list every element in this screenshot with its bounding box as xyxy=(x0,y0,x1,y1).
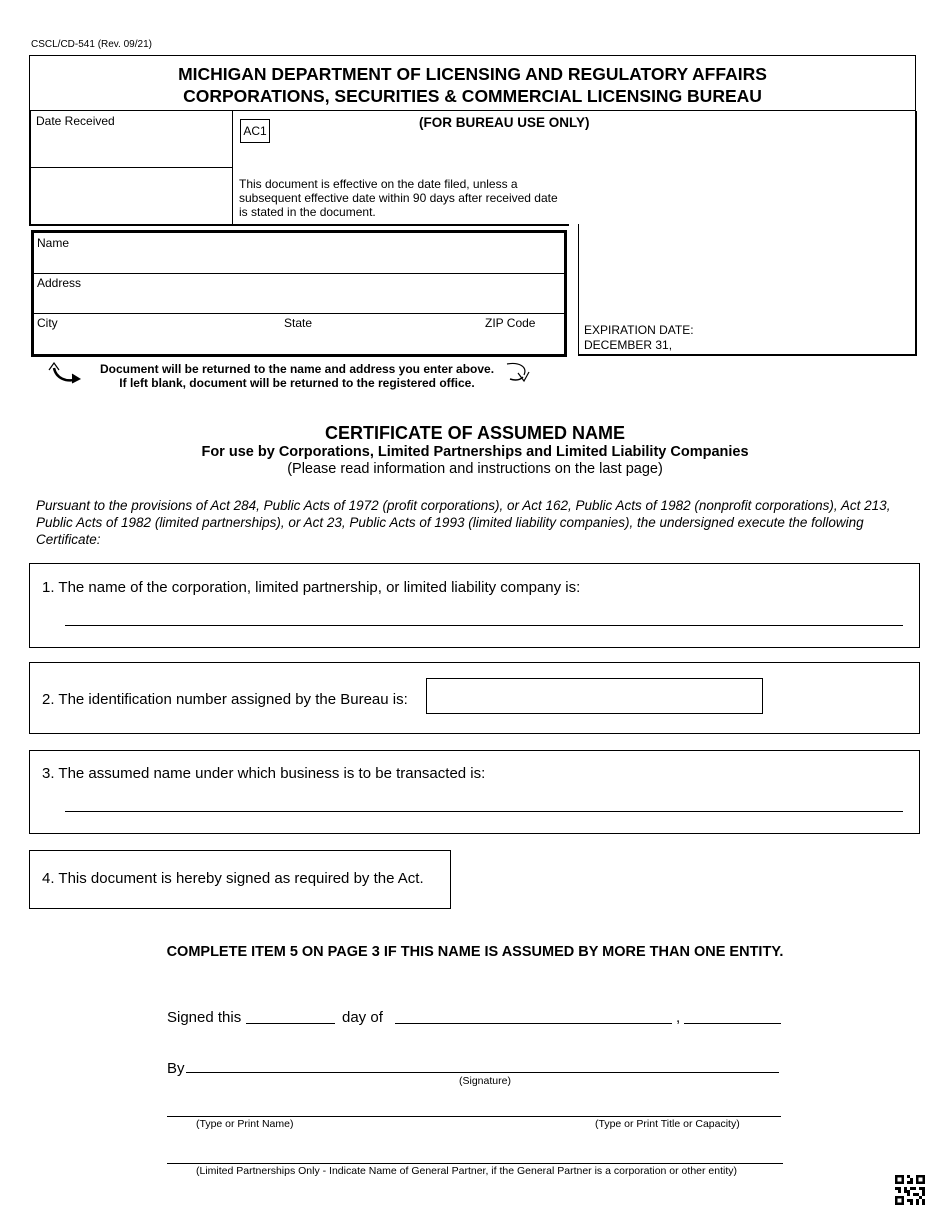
date-received-label: Date Received xyxy=(36,114,115,128)
curved-arrow-right-icon xyxy=(504,360,532,384)
city-field-label: City xyxy=(37,316,58,330)
general-partner-underline xyxy=(167,1163,783,1164)
signed-month-field[interactable] xyxy=(395,1003,672,1023)
signed-year-field[interactable] xyxy=(684,1003,781,1023)
assumed-name-field[interactable] xyxy=(65,789,903,811)
name-field-label: Name xyxy=(37,236,70,250)
entity-name-field[interactable] xyxy=(65,603,903,625)
return-address-field[interactable] xyxy=(36,290,561,312)
effective-date-note: This document is effective on the date filed, unless a subsequent effective date within 90 days after received date is stated in the document. xyxy=(239,177,558,219)
expiration-value: DECEMBER 31, xyxy=(584,338,673,352)
instructions-note: (Please read information and instructions on the last page) xyxy=(287,461,663,477)
ac1-box: AC1 xyxy=(240,119,270,143)
limited-partnership-caption: (Limited Partnerships Only - Indicate Name of General Partner, if the General Partner is a corporation or other entity) xyxy=(196,1165,738,1177)
comma-label: , xyxy=(676,1009,681,1026)
item-3-text: 3. The assumed name under which business is to be transacted is: xyxy=(42,765,486,782)
signature-underline xyxy=(186,1072,779,1073)
state-field-label: State xyxy=(284,316,313,330)
day-of-label: day of xyxy=(342,1009,383,1026)
return-name-field[interactable] xyxy=(36,250,561,272)
return-city-state-zip-field[interactable] xyxy=(36,330,561,352)
month-underline xyxy=(395,1023,672,1024)
header-line-1: MICHIGAN DEPARTMENT OF LICENSING AND REGULATORY AFFAIRS xyxy=(178,64,767,84)
item-3-underline xyxy=(65,811,903,812)
department-header xyxy=(29,55,916,111)
item-5-note: COMPLETE ITEM 5 ON PAGE 3 IF THIS NAME IS ASSUMED BY MORE THAN ONE ENTITY. xyxy=(166,944,784,960)
header-line-2: CORPORATIONS, SECURITIES & COMMERCIAL LICENSING BUREAU xyxy=(183,86,762,106)
print-title-caption: (Type or Print Title or Capacity) xyxy=(595,1118,740,1130)
print-name-field[interactable] xyxy=(167,1094,467,1116)
item-1-underline xyxy=(65,625,903,626)
item-4-text: 4. This document is hereby signed as required by the Act. xyxy=(42,870,424,887)
intro-paragraph: Pursuant to the provisions of Act 284, Public Acts of 1972 (profit corporations), or Act 162, Public Acts of 1982 (nonprofit corporations), Act 213, Public Acts of 1982 (limited partnerships), or Act 23, Public Acts of 1993 (limited liability companies), the undersigned execute the following Certificate: xyxy=(36,498,891,547)
bureau-use-label: (FOR BUREAU USE ONLY) xyxy=(419,115,590,130)
by-label: By xyxy=(167,1060,185,1077)
signed-day-field[interactable] xyxy=(246,1003,335,1023)
certificate-subtitle: For use by Corporations, Limited Partnerships and Limited Liability Companies xyxy=(201,444,749,460)
signature-caption: (Signature) xyxy=(459,1075,511,1087)
year-underline xyxy=(684,1023,781,1024)
print-name-caption: (Type or Print Name) xyxy=(196,1118,294,1130)
name-title-underline xyxy=(167,1116,781,1117)
expiration-label: EXPIRATION DATE: xyxy=(584,323,694,337)
form-number: CSCL/CD-541 (Rev. 09/21) xyxy=(31,39,152,50)
return-note-line-2: If left blank, document will be returned to the registered office. xyxy=(119,376,475,390)
signature-field[interactable] xyxy=(186,1050,779,1072)
certificate-title: CERTIFICATE OF ASSUMED NAME xyxy=(325,423,625,443)
day-underline xyxy=(246,1023,335,1024)
item-2-text: 2. The identification number assigned by the Bureau is: xyxy=(42,691,408,708)
identification-number-field[interactable] xyxy=(426,678,763,714)
general-partner-field[interactable] xyxy=(167,1141,783,1163)
signed-this-label: Signed this xyxy=(167,1009,242,1026)
return-note-line-1: Document will be returned to the name and address you enter above. xyxy=(99,362,495,376)
qr-code-icon xyxy=(895,1175,925,1205)
address-field-label: Address xyxy=(37,276,82,290)
zip-field-label: ZIP Code xyxy=(485,316,536,330)
print-title-field[interactable] xyxy=(480,1094,780,1116)
curved-arrow-left-icon xyxy=(48,362,82,384)
item-1-text: 1. The name of the corporation, limited partnership, or limited liability company is: xyxy=(42,579,581,596)
return-note xyxy=(92,362,502,390)
